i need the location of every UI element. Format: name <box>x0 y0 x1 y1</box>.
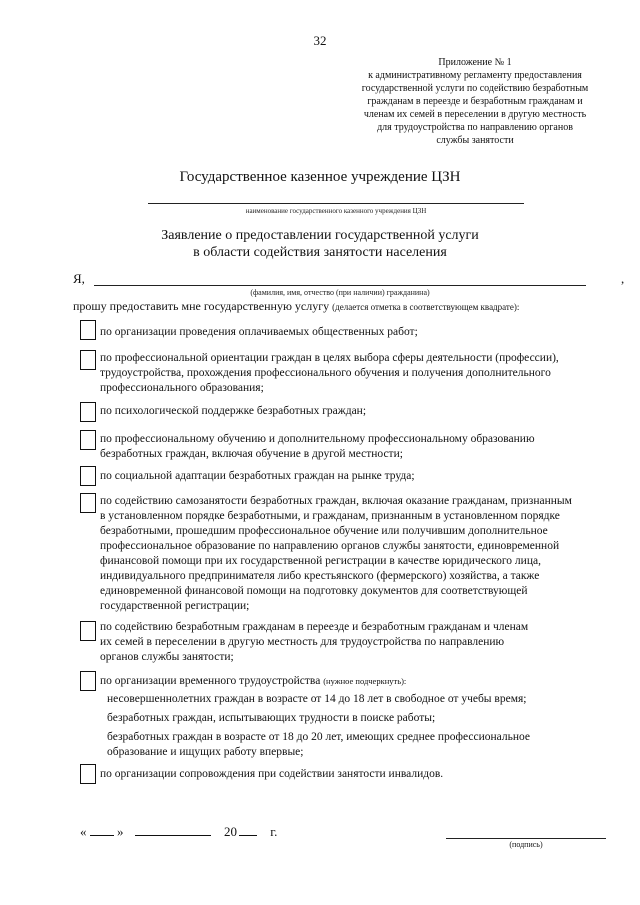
sub-option-line: несовершеннолетних граждан в возрасте от 14 до 18 лет в свободное от учебы время; <box>107 693 527 705</box>
option-text-line: профессиональное образование по направлению органов службы занятости, единовременной <box>100 540 560 552</box>
option-text-line: по психологической поддержке безработных граждан; <box>100 405 367 417</box>
option-career-guidance <box>100 351 620 396</box>
appendix-header <box>340 56 610 147</box>
option-text-line: безработными, прошедшим профессиональное обучение или получившим дополнительное <box>100 525 548 537</box>
appendix-line: Приложение № 1 <box>438 57 512 68</box>
appendix-line: гражданам в переезде и безработным гражданам и <box>367 96 583 107</box>
option-disabled-support <box>100 767 620 782</box>
page-number: 32 <box>313 33 327 48</box>
organization-line <box>148 203 524 204</box>
checkbox-professional-training[interactable] <box>80 430 96 450</box>
option-text-line: по профессиональному обучению и дополнительному профессиональному образованию <box>100 433 535 445</box>
day-field[interactable] <box>90 823 114 836</box>
checkbox-temporary-employment[interactable] <box>80 671 96 691</box>
option-text-line: органов службы занятости; <box>100 651 234 663</box>
temp-sub-difficulty <box>107 711 620 726</box>
temp-sub-graduates <box>107 730 620 760</box>
form-title-line-2: в области содействия занятости населения <box>193 245 447 260</box>
appendix-line: государственной услуги по содействию безработным <box>361 83 589 94</box>
option-text-line: по содействию самозанятости безработных граждан, включая оказание гражданам, признанным <box>100 495 572 507</box>
applicant-prefix: Я, <box>73 271 85 286</box>
checkbox-public-works[interactable] <box>80 320 96 340</box>
option-text-line: профессионального образования; <box>100 382 264 394</box>
quote-open: « <box>80 824 87 839</box>
option-note: (нужное подчеркнуть): <box>323 676 407 686</box>
signature-caption: (подпись) <box>509 840 543 849</box>
option-text-line: государственной регистрации; <box>100 600 250 612</box>
year-field[interactable] <box>239 823 257 836</box>
appendix-line: для трудоустройства по направлению органов <box>377 122 573 133</box>
year-suffix: г. <box>270 824 278 839</box>
form-title <box>0 227 640 261</box>
temp-sub-minors <box>107 692 620 707</box>
option-text-line: по содействию безработным гражданам в переезде и безработным гражданам и членам <box>100 621 529 633</box>
sub-option-line: образование и ищущих работу впервые; <box>107 746 304 758</box>
organization-name: Государственное казенное учреждение ЦЗН <box>179 169 461 185</box>
organization-caption: наименование государственного казенного учреждения ЦЗН <box>245 207 427 215</box>
applicant-suffix: , <box>621 271 625 286</box>
quote-close: » <box>117 824 124 839</box>
option-text-line: безработных граждан, включая обучение в другой местности; <box>100 448 403 460</box>
checkbox-relocation[interactable] <box>80 621 96 641</box>
checkbox-disabled-support[interactable] <box>80 764 96 784</box>
option-relocation <box>100 620 620 665</box>
signature-field[interactable] <box>446 838 606 839</box>
option-text-line: в установленном порядке безработными, и гражданам, признанным в установленном порядке <box>100 510 560 522</box>
option-temporary-employment <box>100 674 620 689</box>
option-text-line: по социальной адаптации безработных граждан на рынке труда; <box>100 470 415 482</box>
option-professional-training <box>100 432 620 462</box>
option-self-employment <box>100 494 620 614</box>
option-social-adaptation <box>100 469 620 484</box>
option-text-line: их семей в переселении в другую местность для трудоустройства по направлению <box>100 636 505 648</box>
option-text-line: индивидуального предпринимателя либо крестьянского (фермерского) хозяйства, а также <box>100 570 540 582</box>
option-text-line: по организации временного трудоустройства <box>100 675 321 687</box>
year-century: 20 <box>224 824 237 839</box>
checkbox-psychological-support[interactable] <box>80 402 96 422</box>
option-psychological-support <box>100 404 620 419</box>
request-line <box>73 299 519 314</box>
appendix-line: членам их семей в переселении в другую местность <box>363 109 587 120</box>
checkbox-career-guidance[interactable] <box>80 350 96 370</box>
sub-option-line: безработных граждан, испытывающих трудности в поиске работы; <box>107 712 436 724</box>
date-field <box>80 823 277 840</box>
checkbox-social-adaptation[interactable] <box>80 466 96 486</box>
month-field[interactable] <box>135 823 211 836</box>
option-text-line: по профессиональной ориентации граждан в целях выбора сферы деятельности (профессии), <box>100 352 559 364</box>
option-public-works <box>100 325 620 340</box>
option-text-line: трудоустройства, прохождения профессионального обучения и получения дополнительного <box>100 367 551 379</box>
option-text-line: по организации проведения оплачиваемых общественных работ; <box>100 326 418 338</box>
form-title-line-1: Заявление о предоставлении государственной услуги <box>161 228 479 243</box>
appendix-line: службы занятости <box>436 135 514 146</box>
applicant-name-field[interactable] <box>94 285 586 286</box>
option-text-line: по организации сопровождения при содействии занятости инвалидов. <box>100 768 444 780</box>
request-text: прошу предоставить мне государственную услугу <box>73 299 330 313</box>
option-text-line: единовременной финансовой помощи на подготовку документов для соответствующей <box>100 585 528 597</box>
sub-option-line: безработных граждан в возрасте от 18 до 20 лет, имеющих среднее профессиональное <box>107 731 530 743</box>
option-text-line: финансовой помощи при их государственной регистрации в качестве юридического лица, <box>100 555 541 567</box>
request-note: (делается отметка в соответствующем квадрате): <box>332 302 520 312</box>
checkbox-self-employment[interactable] <box>80 493 96 513</box>
applicant-caption: (фамилия, имя, отчество (при наличии) гражданина) <box>250 288 430 297</box>
appendix-line: к административному регламенту предоставления <box>368 70 582 81</box>
